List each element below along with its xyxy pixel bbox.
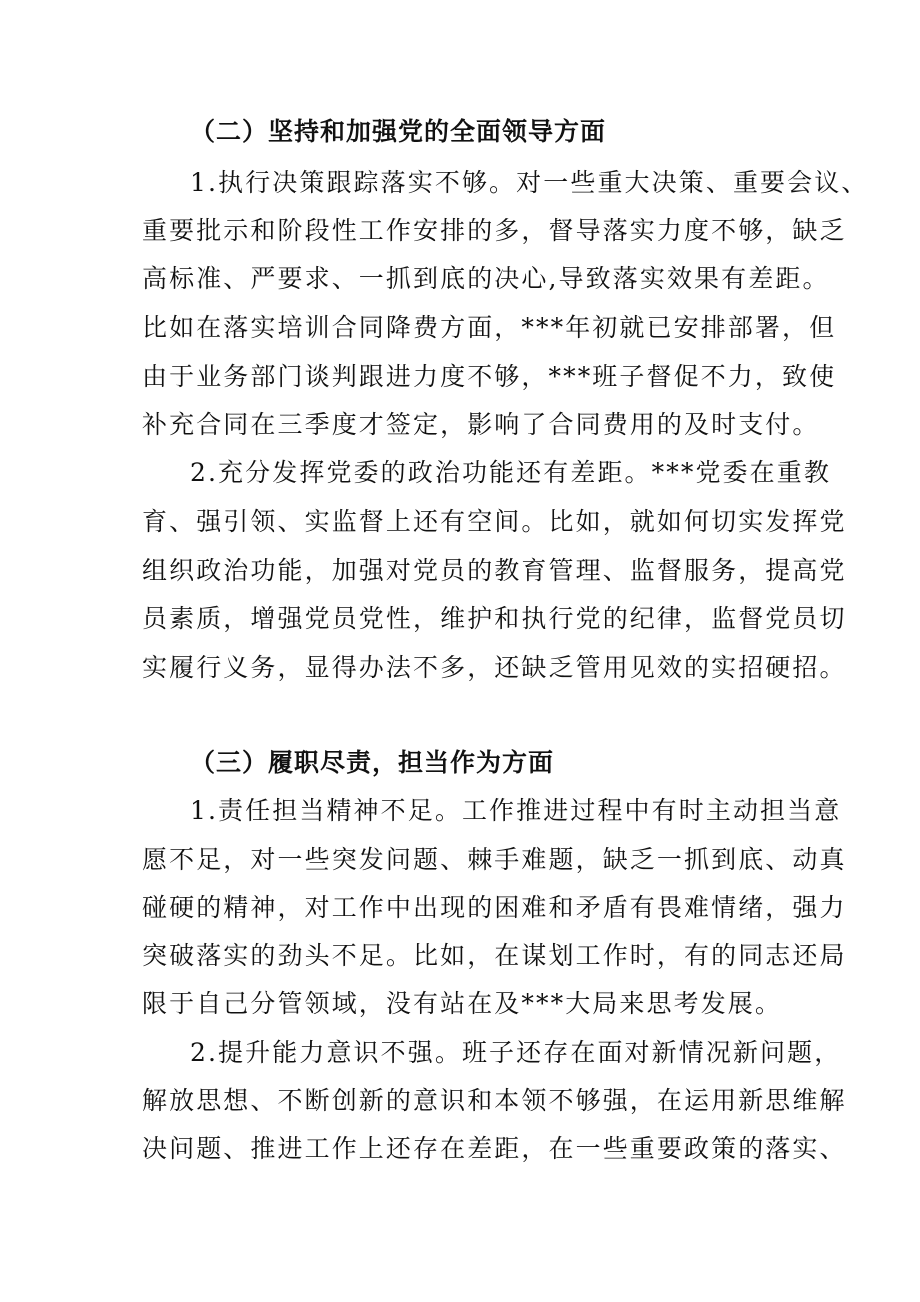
paragraph-line: 限于自己分管领域，没有站在及***大局来思考发展。: [142, 989, 783, 1018]
paragraph-line: 2.充分发挥党委的政治功能还有差距。***党委在重教: [190, 458, 831, 487]
paragraph-line: 突破落实的劲头不足。比如，在谋划工作时，有的同志还局: [142, 941, 847, 970]
paragraph-line: 2.提升能力意识不强。班子还存在面对新情况新问题，: [190, 1038, 842, 1067]
section-heading-2: （二）坚持和加强党的全面领导方面: [190, 117, 607, 146]
paragraph-line: 1.执行决策跟踪落实不够。对一些重大决策、重要会议、: [190, 168, 869, 197]
paragraph-line: 员素质，增强党员党性，维护和执行党的纪律，监督党员切: [142, 604, 847, 633]
section-heading-3: （三）履职尽责，担当作为方面: [190, 748, 555, 777]
paragraph-line: 补充合同在三季度才签定，影响了合同费用的及时支付。: [142, 410, 820, 439]
paragraph-line: 育、强引领、实监督上还有空间。比如，就如何切实发挥党: [142, 507, 847, 536]
paragraph-line: 实履行义务，显得办法不多，还缺乏管用见效的实招硬招。: [142, 653, 847, 682]
paragraph-line: 解放思想、不断创新的意识和本领不够强，在运用新思维解: [142, 1086, 847, 1115]
paragraph-line: 碰硬的精神，对工作中出现的困难和矛盾有畏难情绪，强力: [142, 893, 847, 922]
paragraph-line: 组织政治功能，加强对党员的教育管理、监督服务，提高党: [142, 556, 847, 585]
paragraph-line: 愿不足，对一些突发问题、棘手难题，缺乏一抓到底、动真: [142, 845, 847, 874]
paragraph-line: 高标准、严要求、一抓到底的决心,导致落实效果有差距。: [142, 264, 830, 293]
paragraph-line: 1.责任担当精神不足。工作推进过程中有时主动担当意: [190, 796, 842, 825]
paragraph-line: 决问题、推进工作上还存在差距，在一些重要政策的落实、: [142, 1134, 847, 1163]
paragraph-line: 重要批示和阶段性工作安排的多，督导落实力度不够，缺乏: [142, 216, 847, 245]
paragraph-line: 比如在落实培训合同降费方面，***年初就已安排部署，但: [142, 313, 837, 342]
paragraph-line: 由于业务部门谈判跟进力度不够，***班子督促不力，致使: [142, 362, 837, 391]
